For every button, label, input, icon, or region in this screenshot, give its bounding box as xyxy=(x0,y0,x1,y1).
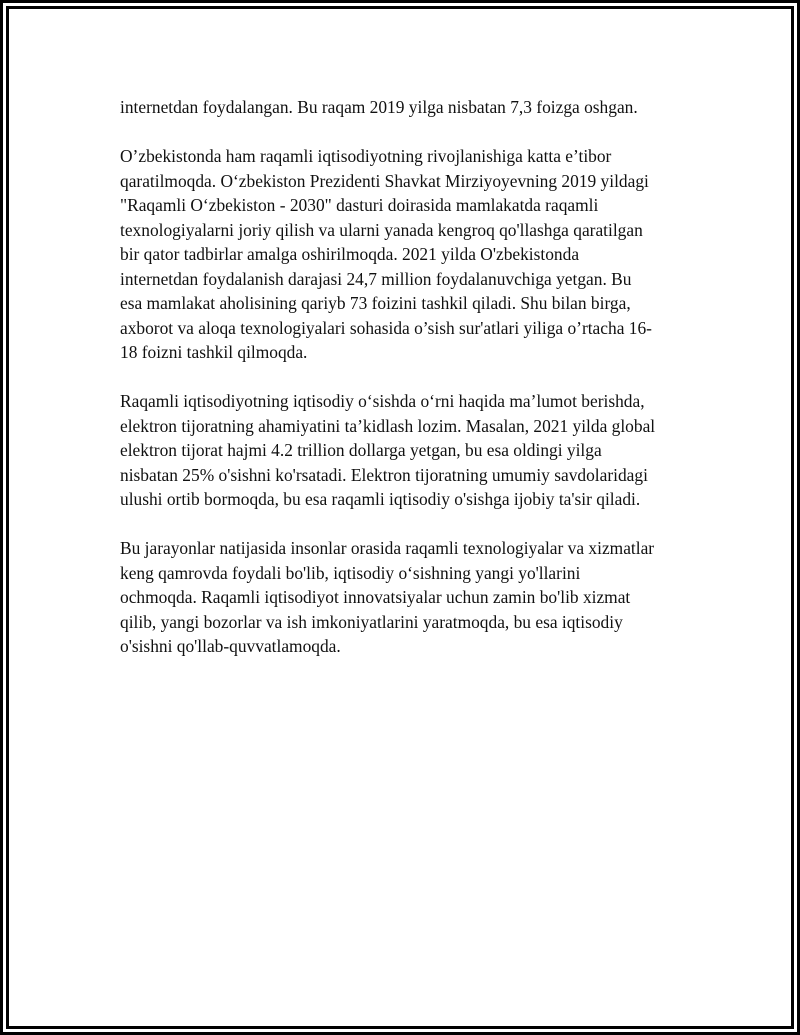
text-line: Bu jarayonlar natijasida insonlar orasida raqamli texnologiyalar va xizmatlar xyxy=(120,538,655,558)
text-line: keng qamrovda foydali bo'lib, iqtisodiy o‘sishning yangi yo'llarini xyxy=(120,562,581,583)
text-line: qilib, yangi bozorlar va ish imkoniyatlarini yaratmoqda, bu esa iqtisodiy xyxy=(120,611,623,632)
text-line: qaratilmoqda. O‘zbekiston Prezidenti Shavkat Mirziyoyevning 2019 yildagi xyxy=(120,170,649,191)
text-line: "Raqamli O‘zbekiston - 2030" dasturi doirasida mamlakatda raqamli xyxy=(120,195,599,215)
paragraph-3 xyxy=(120,389,700,512)
text-line: Raqamli iqtisodiyotning iqtisodiy o‘sishda o‘rni haqida ma’lumot berishda, xyxy=(120,391,645,411)
text-line: ochmoqda. Raqamli iqtisodiyot innovatsiyalar uchun zamin bo'lib xizmat xyxy=(120,587,631,607)
text-line: elektron tijorat hajmi 4.2 trillion dollarga yetgan, bu esa oldingi yilga xyxy=(120,440,602,460)
paragraph-4 xyxy=(120,536,700,659)
paragraph-1 xyxy=(120,95,700,120)
text-line: internetdan foydalangan. Bu raqam 2019 yilga nisbatan 7,3 foizga oshgan. xyxy=(120,97,638,117)
text-line: 18 foizni tashkil qilmoqda. xyxy=(120,342,308,362)
text-line: nisbatan 25% o'sishni ko'rsatadi. Elektron tijoratning umumiy savdolaridagi xyxy=(120,464,648,485)
text-line: internetdan foydalanish darajasi 24,7 million foydalanuvchiga yetgan. Bu xyxy=(120,268,632,289)
document-body xyxy=(120,95,700,683)
text-line: texnologiyalarni joriy qilish va ularni yanada kengroq qo'llashga qaratilgan xyxy=(120,219,643,240)
text-line: O’zbekistonda ham raqamli iqtisodiyotning rivojlanishiga katta e’tibor xyxy=(120,146,612,166)
paragraph-2 xyxy=(120,144,700,365)
text-line: elektron tijoratning ahamiyatini ta’kidlash lozim. Masalan, 2021 yilda global xyxy=(120,415,656,436)
text-line: axborot va aloqa texnologiyalari sohasida o’sish sur'atlari yiliga o’rtacha 16- xyxy=(120,317,652,338)
text-line: o'sishni qo'llab-quvvatlamoqda. xyxy=(120,636,341,656)
text-line: bir qator tadbirlar amalga oshirilmoqda. 2021 yilda O'zbekistonda xyxy=(120,244,580,264)
text-line: esa mamlakat aholisining qariyb 73 foizini tashkil qiladi. Shu bilan birga, xyxy=(120,293,631,313)
text-line: ulushi ortib bormoqda, bu esa raqamli iqtisodiy o'sishga ijobiy ta'sir qiladi. xyxy=(120,489,641,509)
